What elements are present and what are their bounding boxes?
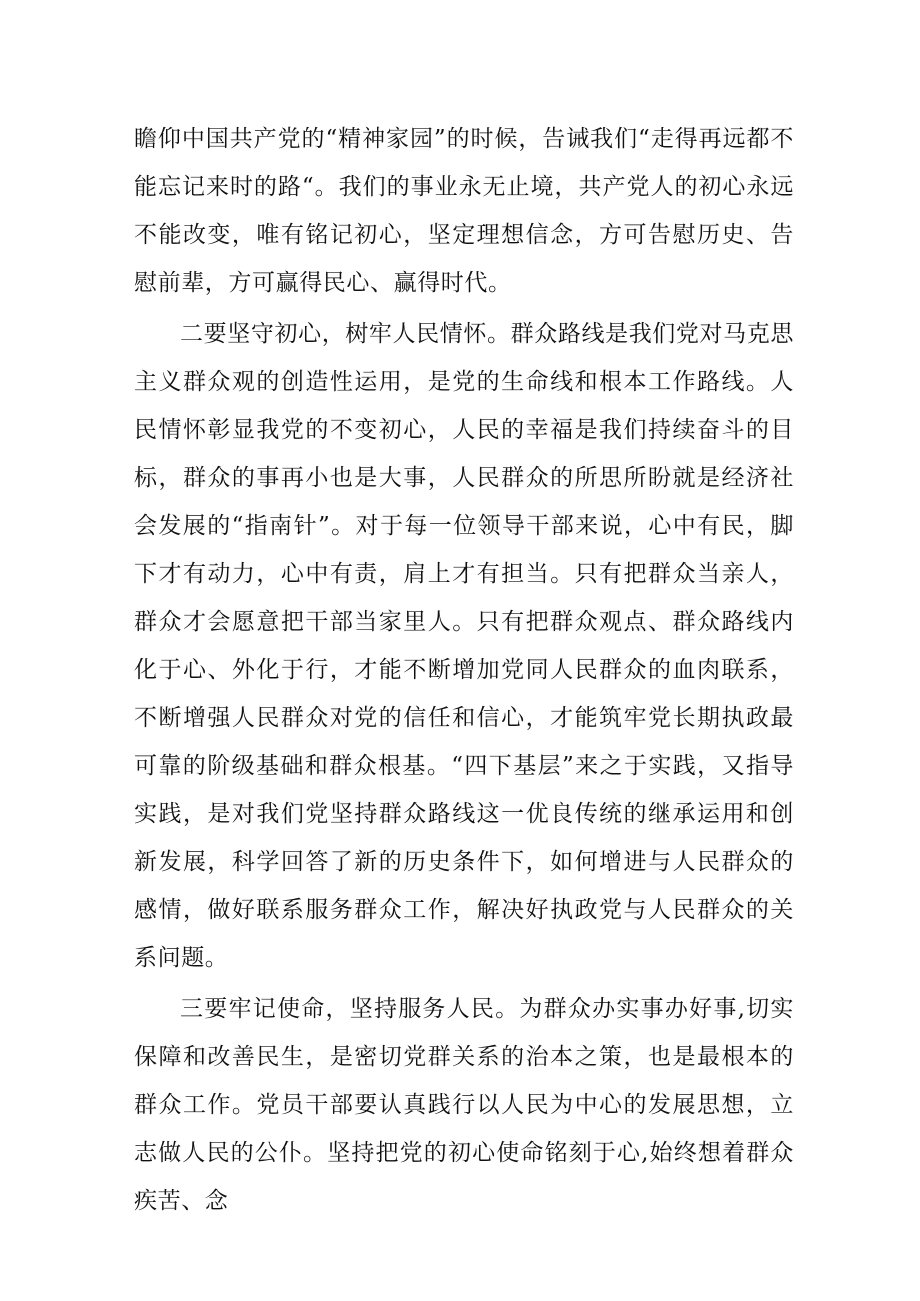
paragraph-2: 二要坚守初心，树牢人民情怀。群众路线是我们党对马克思主义群众观的创造性运用，是党的生命线和根本工作路线。人民情怀彰显我党的不变初心，人民的幸福是我们持续奋斗的目标，群众的事再小也是大事，人民群众的所思所盼就是经济社会发展的“指南针”。对于每一位领导干部来说，心中有民，脚下才有动力，心中有责，肩上才有担当。只有把群众当亲人，群众才会愿意把干部当家里人。只有把群众观点、群众路线内化于心、外化于行，才能不断增加党同人民群众的血肉联系，不断增强人民群众对党的信任和信心，才能筑牢党长期执政最可靠的阶级基础和群众根基。“四下基层”来之于实践，又指导实践，是对我们党坚持群众路线这一优良传统的继承运用和创新发展，科学回答了新的历史条件下，如何增进与人民群众的感情，做好联系服务群众工作，解决好执政党与人民群众的关系问题。: [134, 321, 794, 971]
paragraph-1: 瞻仰中国共产党的“精神家园”的时候，告诫我们“走得再远都不能忘记来时的路“。我们的事业永无止境，共产党人的初心永远不能改变，唯有铭记初心，坚定理想信念，方可告慰历史、告慰前辈，方可赢得民心、赢得时代。: [134, 126, 794, 296]
paragraph-3: 三要牢记使命，坚持服务人民。为群众办实事办好事,切实保障和改善民生，是密切党群关系的治本之策，也是最根本的群众工作。党员干部要认真践行以人民为中心的发展思想，立志做人民的公仆。坚持把党的初心使命铭刻于心,始终想着群众疾苦、念: [134, 996, 794, 1214]
